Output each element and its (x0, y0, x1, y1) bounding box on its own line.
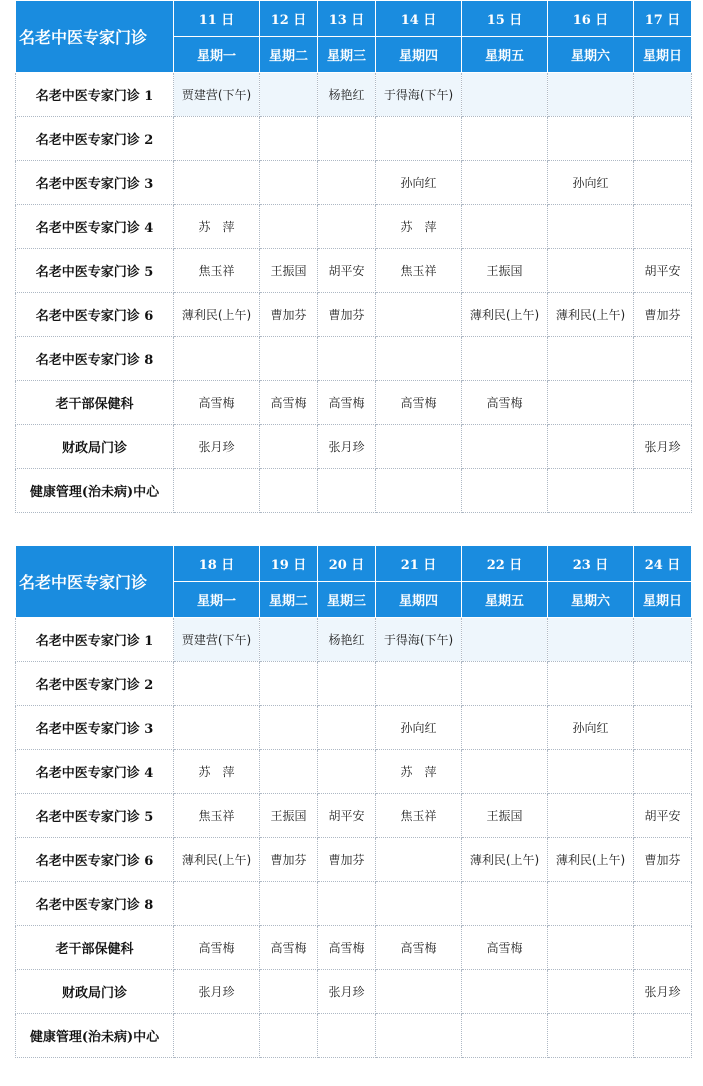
doctor-cell (260, 618, 318, 662)
date-header: 22 日 (462, 546, 548, 582)
table-row (16, 882, 692, 926)
doctor-cell (376, 1014, 462, 1058)
doctor-cell (548, 662, 634, 706)
doctor-cell (174, 469, 260, 513)
schedule-table-week-1 (15, 0, 692, 513)
doctor-cell: 苏 萍 (174, 205, 260, 249)
doctor-cell (260, 469, 318, 513)
doctor-cell: 王振国 (260, 794, 318, 838)
doctor-cell: 胡平安 (634, 794, 692, 838)
doctor-cell (548, 249, 634, 293)
date-header: 17 日 (634, 1, 692, 37)
doctor-cell (634, 926, 692, 970)
doctor-cell: 高雪梅 (174, 381, 260, 425)
table-row (16, 161, 692, 205)
doctor-cell: 曹加芬 (260, 838, 318, 882)
doctor-cell: 高雪梅 (376, 381, 462, 425)
doctor-cell (376, 662, 462, 706)
doctor-cell: 高雪梅 (462, 381, 548, 425)
doctor-cell: 张月珍 (318, 425, 376, 469)
doctor-cell (634, 205, 692, 249)
doctor-cell: 薄利民(上午) (548, 838, 634, 882)
date-header: 16 日 (548, 1, 634, 37)
table-row (16, 249, 692, 293)
date-header: 12 日 (260, 1, 318, 37)
date-header: 24 日 (634, 546, 692, 582)
doctor-cell (462, 469, 548, 513)
doctor-cell: 贾建营(下午) (174, 618, 260, 662)
doctor-cell: 焦玉祥 (174, 794, 260, 838)
doctor-cell (318, 662, 376, 706)
doctor-cell: 张月珍 (174, 970, 260, 1014)
weekday-header: 星期四 (376, 37, 462, 73)
date-header: 19 日 (260, 546, 318, 582)
clinic-name: 名老中医专家门诊 2 (16, 117, 174, 161)
doctor-cell (376, 882, 462, 926)
doctor-cell (548, 205, 634, 249)
date-header: 13 日 (318, 1, 376, 37)
table-row (16, 205, 692, 249)
doctor-cell (634, 662, 692, 706)
doctor-cell (462, 706, 548, 750)
doctor-cell: 曹加芬 (634, 838, 692, 882)
doctor-cell: 杨艳红 (318, 73, 376, 117)
doctor-cell (174, 161, 260, 205)
doctor-cell: 薄利民(上午) (462, 838, 548, 882)
doctor-cell (376, 293, 462, 337)
doctor-cell (318, 205, 376, 249)
clinic-name: 名老中医专家门诊 8 (16, 882, 174, 926)
doctor-cell: 张月珍 (174, 425, 260, 469)
table-row (16, 706, 692, 750)
doctor-cell (318, 161, 376, 205)
weekday-header: 星期一 (174, 582, 260, 618)
doctor-cell: 于得海(下午) (376, 73, 462, 117)
clinic-name: 健康管理(治未病)中心 (16, 1014, 174, 1058)
table-row (16, 337, 692, 381)
table-row (16, 794, 692, 838)
doctor-cell (260, 970, 318, 1014)
doctor-cell (634, 706, 692, 750)
doctor-cell (634, 750, 692, 794)
table-row (16, 1014, 692, 1058)
doctor-cell (462, 73, 548, 117)
table-title: 名老中医专家门诊 (16, 546, 174, 618)
doctor-cell (462, 425, 548, 469)
doctor-cell (634, 73, 692, 117)
doctor-cell (462, 882, 548, 926)
weekday-header: 星期日 (634, 582, 692, 618)
table-row (16, 469, 692, 513)
doctor-cell: 张月珍 (318, 970, 376, 1014)
doctor-cell (376, 337, 462, 381)
doctor-cell (548, 882, 634, 926)
clinic-name: 名老中医专家门诊 6 (16, 293, 174, 337)
doctor-cell: 王振国 (462, 794, 548, 838)
doctor-cell (548, 750, 634, 794)
doctor-cell (260, 161, 318, 205)
table-row (16, 293, 692, 337)
doctor-cell: 于得海(下午) (376, 618, 462, 662)
doctor-cell (548, 337, 634, 381)
doctor-cell: 孙向红 (376, 706, 462, 750)
schedule-body-week-1 (16, 73, 692, 513)
doctor-cell: 薄利民(上午) (174, 838, 260, 882)
doctor-cell: 曹加芬 (634, 293, 692, 337)
doctor-cell: 孙向红 (548, 161, 634, 205)
doctor-cell (462, 117, 548, 161)
doctor-cell (462, 1014, 548, 1058)
clinic-name: 健康管理(治未病)中心 (16, 469, 174, 513)
doctor-cell: 焦玉祥 (174, 249, 260, 293)
doctor-cell (462, 205, 548, 249)
doctor-cell: 孙向红 (548, 706, 634, 750)
schedule-body-week-2 (16, 618, 692, 1058)
doctor-cell: 薄利民(上午) (174, 293, 260, 337)
clinic-name: 名老中医专家门诊 1 (16, 618, 174, 662)
date-header: 18 日 (174, 546, 260, 582)
doctor-cell (260, 205, 318, 249)
doctor-cell (462, 618, 548, 662)
clinic-name: 名老中医专家门诊 4 (16, 205, 174, 249)
date-header: 21 日 (376, 546, 462, 582)
doctor-cell (462, 750, 548, 794)
doctor-cell (548, 926, 634, 970)
doctor-cell (260, 662, 318, 706)
doctor-cell (376, 469, 462, 513)
clinic-name: 名老中医专家门诊 8 (16, 337, 174, 381)
doctor-cell: 高雪梅 (318, 926, 376, 970)
doctor-cell (260, 117, 318, 161)
date-header: 11 日 (174, 1, 260, 37)
doctor-cell (376, 117, 462, 161)
table-row (16, 73, 692, 117)
doctor-cell (548, 794, 634, 838)
doctor-cell (174, 662, 260, 706)
date-header: 14 日 (376, 1, 462, 37)
doctor-cell (548, 618, 634, 662)
date-header: 23 日 (548, 546, 634, 582)
date-header-row (16, 1, 692, 37)
doctor-cell: 苏 萍 (376, 205, 462, 249)
weekday-header: 星期五 (462, 582, 548, 618)
weekday-header: 星期一 (174, 37, 260, 73)
table-row (16, 838, 692, 882)
doctor-cell: 薄利民(上午) (548, 293, 634, 337)
doctor-cell (376, 425, 462, 469)
clinic-name: 名老中医专家门诊 6 (16, 838, 174, 882)
doctor-cell (548, 970, 634, 1014)
doctor-cell (548, 117, 634, 161)
table-row (16, 425, 692, 469)
doctor-cell: 高雪梅 (318, 381, 376, 425)
clinic-name: 名老中医专家门诊 2 (16, 662, 174, 706)
doctor-cell (260, 1014, 318, 1058)
table-row (16, 926, 692, 970)
doctor-cell (462, 161, 548, 205)
doctor-cell: 胡平安 (318, 249, 376, 293)
table-row (16, 381, 692, 425)
doctor-cell (376, 838, 462, 882)
doctor-cell: 王振国 (462, 249, 548, 293)
weekday-header: 星期五 (462, 37, 548, 73)
doctor-cell: 高雪梅 (260, 381, 318, 425)
doctor-cell: 高雪梅 (376, 926, 462, 970)
doctor-cell (318, 1014, 376, 1058)
doctor-cell (260, 750, 318, 794)
doctor-cell: 高雪梅 (174, 926, 260, 970)
doctor-cell (634, 469, 692, 513)
doctor-cell (548, 1014, 634, 1058)
clinic-name: 名老中医专家门诊 5 (16, 249, 174, 293)
doctor-cell: 苏 萍 (376, 750, 462, 794)
doctor-cell: 薄利民(上午) (462, 293, 548, 337)
doctor-cell (174, 1014, 260, 1058)
doctor-cell (260, 882, 318, 926)
doctor-cell (318, 117, 376, 161)
doctor-cell: 孙向红 (376, 161, 462, 205)
weekday-header: 星期二 (260, 37, 318, 73)
doctor-cell: 曹加芬 (318, 293, 376, 337)
doctor-cell: 胡平安 (634, 249, 692, 293)
clinic-name: 名老中医专家门诊 1 (16, 73, 174, 117)
doctor-cell (462, 662, 548, 706)
doctor-cell: 张月珍 (634, 970, 692, 1014)
clinic-name: 老干部保健科 (16, 381, 174, 425)
doctor-cell (462, 970, 548, 1014)
weekday-header: 星期二 (260, 582, 318, 618)
doctor-cell (318, 882, 376, 926)
table-row (16, 970, 692, 1014)
doctor-cell (548, 381, 634, 425)
doctor-cell (634, 337, 692, 381)
doctor-cell (174, 882, 260, 926)
doctor-cell (260, 73, 318, 117)
date-header-row (16, 546, 692, 582)
doctor-cell (174, 117, 260, 161)
table-title: 名老中医专家门诊 (16, 1, 174, 73)
weekday-header: 星期六 (548, 37, 634, 73)
doctor-cell (318, 706, 376, 750)
date-header: 15 日 (462, 1, 548, 37)
clinic-name: 老干部保健科 (16, 926, 174, 970)
doctor-cell (548, 469, 634, 513)
doctor-cell (634, 882, 692, 926)
doctor-cell: 张月珍 (634, 425, 692, 469)
table-row (16, 618, 692, 662)
doctor-cell (634, 618, 692, 662)
table-row (16, 662, 692, 706)
doctor-cell (260, 337, 318, 381)
weekday-header: 星期六 (548, 582, 634, 618)
schedule-table-week-2 (15, 545, 692, 1058)
doctor-cell (462, 337, 548, 381)
doctor-cell (548, 425, 634, 469)
doctor-cell (376, 970, 462, 1014)
doctor-cell (634, 161, 692, 205)
weekday-header: 星期四 (376, 582, 462, 618)
doctor-cell: 苏 萍 (174, 750, 260, 794)
doctor-cell: 焦玉祥 (376, 794, 462, 838)
clinic-name: 名老中医专家门诊 5 (16, 794, 174, 838)
doctor-cell (318, 337, 376, 381)
clinic-name: 财政局门诊 (16, 970, 174, 1014)
table-row (16, 117, 692, 161)
clinic-name: 名老中医专家门诊 4 (16, 750, 174, 794)
doctor-cell (634, 117, 692, 161)
weekday-header: 星期三 (318, 37, 376, 73)
doctor-cell (260, 706, 318, 750)
weekday-header: 星期日 (634, 37, 692, 73)
date-header: 20 日 (318, 546, 376, 582)
doctor-cell: 高雪梅 (462, 926, 548, 970)
clinic-name: 财政局门诊 (16, 425, 174, 469)
doctor-cell: 焦玉祥 (376, 249, 462, 293)
doctor-cell (318, 469, 376, 513)
doctor-cell: 贾建营(下午) (174, 73, 260, 117)
table-row (16, 750, 692, 794)
doctor-cell (174, 337, 260, 381)
doctor-cell: 胡平安 (318, 794, 376, 838)
doctor-cell: 曹加芬 (260, 293, 318, 337)
weekday-header: 星期三 (318, 582, 376, 618)
doctor-cell: 高雪梅 (260, 926, 318, 970)
clinic-name: 名老中医专家门诊 3 (16, 706, 174, 750)
doctor-cell: 王振国 (260, 249, 318, 293)
doctor-cell: 杨艳红 (318, 618, 376, 662)
doctor-cell: 曹加芬 (318, 838, 376, 882)
doctor-cell (634, 381, 692, 425)
doctor-cell (260, 425, 318, 469)
clinic-name: 名老中医专家门诊 3 (16, 161, 174, 205)
doctor-cell (174, 706, 260, 750)
doctor-cell (634, 1014, 692, 1058)
doctor-cell (548, 73, 634, 117)
doctor-cell (318, 750, 376, 794)
